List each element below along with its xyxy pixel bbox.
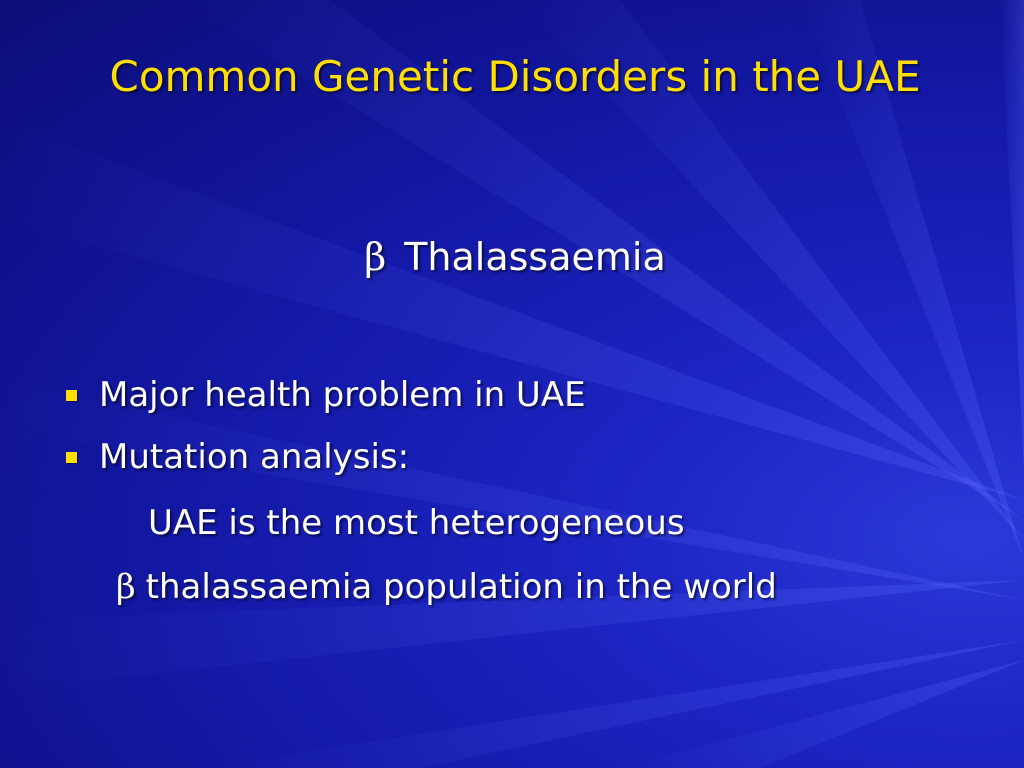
continuation-line-2 (116, 556, 777, 618)
square-bullet-icon (66, 390, 77, 401)
bullet-text: Mutation analysis: (99, 437, 410, 477)
bullet-text: Major health problem in UAE (99, 375, 586, 415)
continuation-line-2-text: thalassaemia population in the world (145, 567, 777, 607)
square-bullet-icon (66, 452, 77, 463)
subtitle-text: Thalassaemia (404, 235, 666, 279)
beta-symbol: β (116, 567, 136, 607)
continuation-line-1: UAE is the most heterogeneous (148, 503, 685, 543)
list-item (64, 426, 964, 488)
list-item (64, 364, 964, 426)
beta-symbol: β (364, 235, 387, 279)
slide-title: Common Genetic Disorders in the UAE (109, 52, 921, 101)
slide-subtitle (60, 232, 970, 282)
bullet-list (64, 364, 964, 488)
